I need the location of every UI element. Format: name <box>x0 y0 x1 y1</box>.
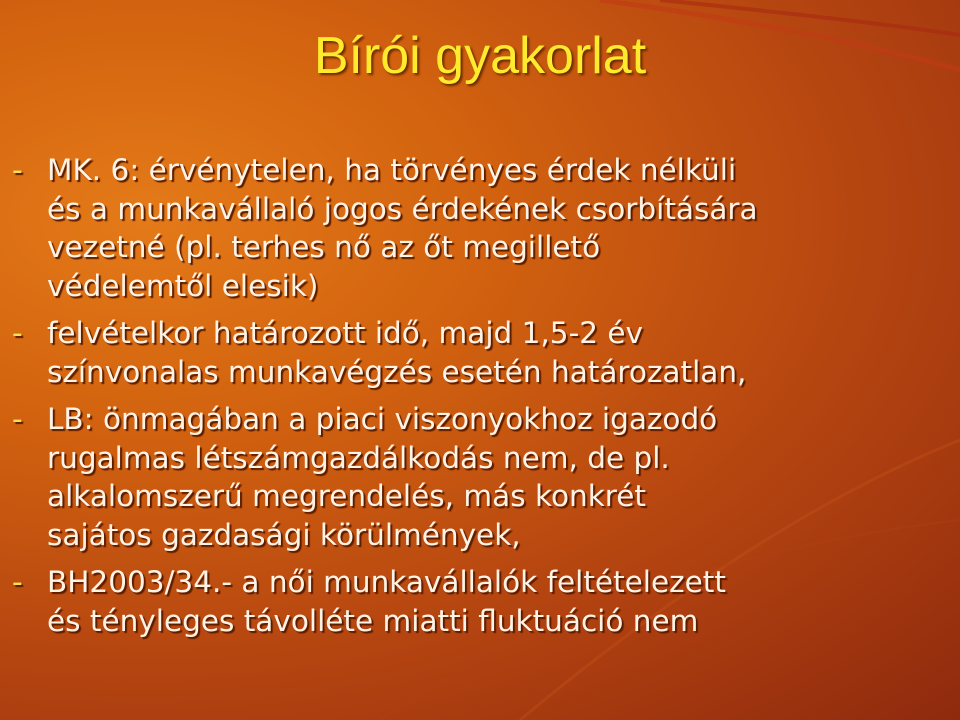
bullet-item <box>12 151 956 305</box>
bullet-list <box>12 151 956 649</box>
bullet-marker: - <box>12 316 23 350</box>
bullet-line: LB: önmagában a piaci viszonyokhoz igazodó <box>47 402 718 436</box>
bullet-item <box>12 400 956 554</box>
bullet-line: és tényleges távolléte miatti fluktuáció nem <box>47 603 699 638</box>
bullet-line: sajátos gazdasági körülmények, <box>47 517 521 552</box>
bullet-line: védelemtől elesik) <box>47 268 319 303</box>
bullet-line: vezetné (pl. terhes nő az őt megillető <box>47 230 601 264</box>
slide-title: Bírói gyakorlat <box>313 27 647 85</box>
bullet-line: BH2003/34.- a női munkavállalók feltételezett <box>47 565 726 599</box>
bullet-marker: - <box>12 153 23 187</box>
bullet-marker: - <box>12 565 23 599</box>
bullet-line: MK. 6: érvénytelen, ha törvényes érdek nélküli <box>47 153 737 187</box>
bullet-item <box>12 563 956 640</box>
bullet-line: alkalomszerű megrendelés, más konkrét <box>47 479 647 513</box>
bullet-line: színvonalas munkavégzés esetén határozatlan, <box>47 354 747 389</box>
bullet-line: és a munkavállaló jogos érdekének csorbítására <box>47 191 758 226</box>
bullet-line: rugalmas létszámgazdálkodás nem, de pl. <box>47 440 670 475</box>
bullet-marker: - <box>12 402 23 436</box>
bullet-line: felvételkor határozott idő, majd 1,5-2 év <box>47 316 643 350</box>
bullet-item <box>12 314 956 391</box>
